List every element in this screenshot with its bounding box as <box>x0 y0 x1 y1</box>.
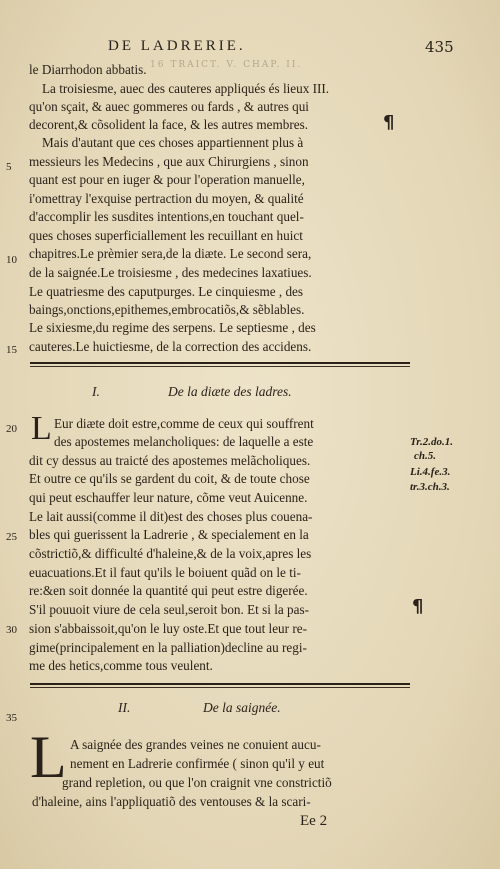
margin-reference: ch.5. <box>414 450 436 462</box>
text-line: qui peut eschauffer leur nature, cõme veut Auicenne. <box>29 490 308 505</box>
line-number: 5 <box>6 161 12 173</box>
text-line: chapitres.Le prèmier sera,de la diæte. Le second sera, <box>29 246 312 261</box>
section-rule <box>30 362 410 364</box>
text-line: de la saignée.Le troisiesme , des medecines laxatiues. <box>29 265 312 280</box>
text-line: baings,onctions,epithemes,embrocatiõs,& sẽblables. <box>29 302 305 317</box>
text-line: cauteres.Le huictiesme, de la correction des accidens. <box>29 339 312 354</box>
section-title: De la diæte des ladres. <box>168 384 292 399</box>
text-line: Le lait aussi(comme il dit)est des choses plus couena- <box>29 509 313 524</box>
text-line: S'il pouuoit viure de cela seul,seroit bon. Et si la pas- <box>29 602 309 617</box>
text-line: Mais d'autant que ces choses appartiennent plus à <box>42 135 304 150</box>
section-rule <box>30 683 410 685</box>
text-line: A saignée des grandes veines ne conuient aucu- <box>70 737 321 752</box>
text-line: qu'on sçait, & auec gommeres ou fards , & autres qui <box>29 99 309 114</box>
margin-reference: tr.3.ch.3. <box>410 481 450 493</box>
text-line: d'haleine, ains l'appliquatiõ des ventouses & la scari- <box>32 794 311 809</box>
text-line: cõstrictiõ,& difficulté d'haleine,& de la voix,apres les <box>29 546 312 561</box>
catchword-signature: Ee 2 <box>300 813 328 829</box>
text-line: dit cy dessus au traicté des apostemes melãcholiques. <box>29 453 311 468</box>
text-line: d'accomplir les susdites intentions,en touchant quel- <box>29 209 304 224</box>
line-number: 30 <box>6 624 17 636</box>
text-line: bles qui guerissent la Ladrerie , & specialement en la <box>29 527 309 542</box>
text-line: me des hetics,comme tous veulent. <box>29 658 213 673</box>
text-line: messieurs les Medecins , que aux Chirurgiens , sinon <box>29 154 309 169</box>
drop-capital: L <box>31 410 52 447</box>
line-number: 10 <box>6 254 17 266</box>
text-line: Le sixiesme,du regime des serpens. Le septiesme , des <box>29 320 316 335</box>
page-number: 435 <box>425 38 454 56</box>
line-number: 35 <box>6 712 17 724</box>
line-number: 15 <box>6 344 17 356</box>
text-line: i'omettray l'exquise pertraction du moyen, & qualité <box>29 191 304 206</box>
section-rule <box>30 366 410 367</box>
section-rule <box>30 687 410 688</box>
margin-reference: Li.4.fe.3. <box>410 466 451 478</box>
text-line: Eur diæte doit estre,comme de ceux qui souffrent <box>54 416 314 431</box>
pilcrow-mark: ¶ <box>383 112 395 133</box>
text-line: decorent,& cõsolident la face, & les autres membres. <box>29 117 309 132</box>
text-line: euacuations.Et il faut qu'ils le boiuent quãd on le ti- <box>29 565 301 580</box>
text-line: sion s'abbaissoit,qu'on le luy oste.Et que tout leur re- <box>29 621 307 636</box>
text-line: le Diarrhodon abbatis. <box>29 62 147 77</box>
running-title: DE LADRERIE. <box>108 38 246 54</box>
text-line: grand repletion, ou que l'on craignit vne constrictiõ <box>62 775 332 790</box>
pilcrow-mark: ¶ <box>412 596 424 617</box>
text-line: ques choses superficiallement les recuillant en huict <box>29 228 303 243</box>
text-line: Le quatriesme des caputpurges. Le cinquiesme , des <box>29 284 304 299</box>
bleed-through-text: 16 TRAICT. V. CHAP. II. <box>150 60 303 70</box>
section-number: I. <box>92 384 100 399</box>
line-number: 20 <box>6 423 17 435</box>
section-title: De la saignée. <box>203 700 281 715</box>
line-number: 25 <box>6 531 17 543</box>
section-number: II. <box>118 700 131 715</box>
margin-reference: Tr.2.do.1. <box>410 436 453 448</box>
text-line: Et outre ce qu'ils se gardent du coit, & de toute chose <box>29 471 310 486</box>
text-line: quant est pour en iuger & pour l'operation manuelle, <box>29 172 305 187</box>
text-line: La troisiesme, auec des cauteres appliqués és lieux III. <box>42 81 330 96</box>
text-line: gime(principalement en la palliation)decline au regi- <box>29 640 307 655</box>
drop-capital: L <box>30 724 67 790</box>
text-line: re:&en soit donnée la quantité qui peut estre digerée. <box>29 583 308 598</box>
text-line: des apostemes melancholiques: de laquelle a este <box>54 434 314 449</box>
text-line: nement en Ladrerie confirmée ( sinon qu'il y eut <box>70 756 325 771</box>
